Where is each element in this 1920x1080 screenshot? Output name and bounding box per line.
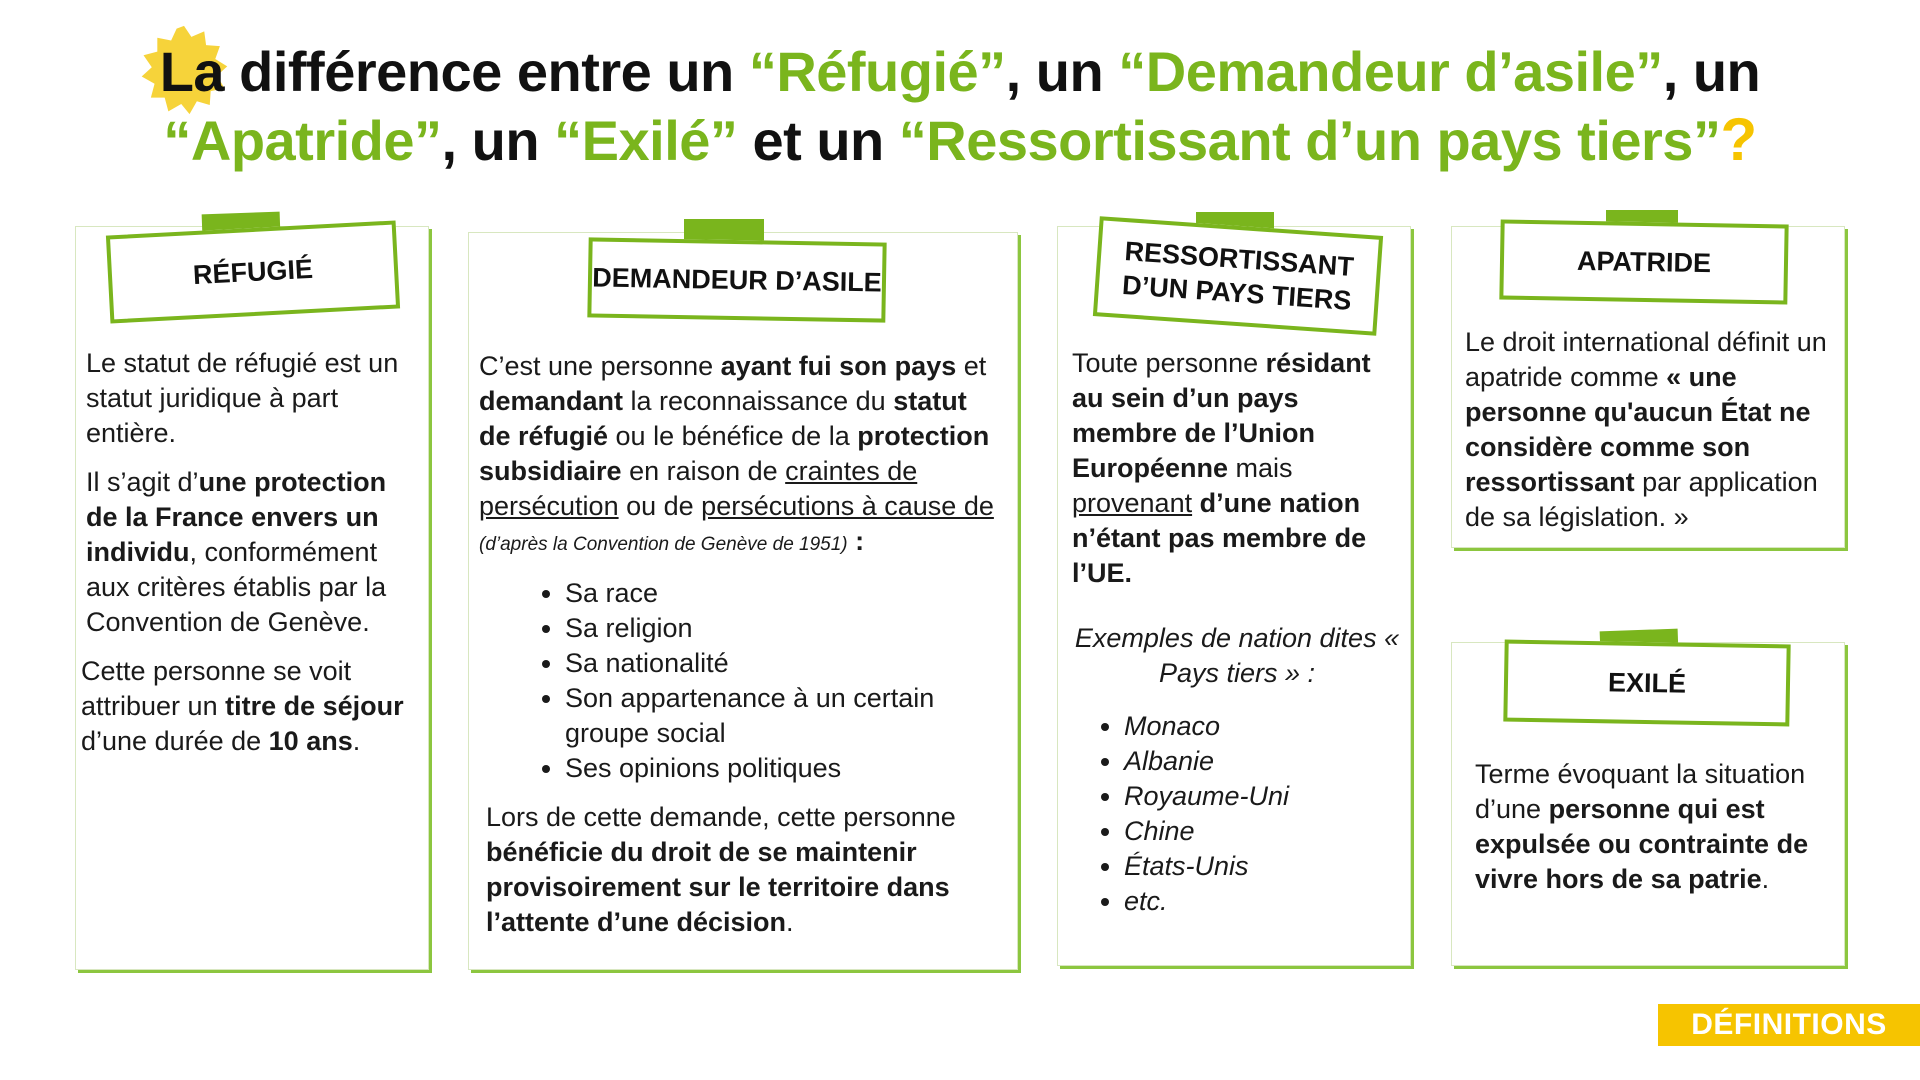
label-ressortissant: RESSORTISSANT D’UN PAYS TIERS bbox=[1093, 216, 1383, 336]
list-item: • Ses opinions politiques bbox=[565, 751, 1003, 786]
list-item: • Monaco bbox=[1124, 709, 1402, 744]
refugie-p3: Cette personne se voit attribuer un titre de séjour d’une durée de 10 ans. bbox=[81, 656, 404, 756]
list-item: • Albanie bbox=[1124, 744, 1402, 779]
demandeur-p1: C’est une personne ayant fui son pays et demandant la reconnaissance du statut de réfugié ou le bénéfice de la protection subsidiaire en raison de craintes de persécution ou de persécutions à cause de (d’après la Convention de Genève de 1951) : bbox=[479, 351, 994, 556]
list-item: • Royaume-Uni bbox=[1124, 779, 1402, 814]
list-item: • Sa religion bbox=[565, 611, 1003, 646]
body-ressortissant bbox=[1072, 346, 1402, 933]
question-mark-icon: ? bbox=[1720, 106, 1757, 173]
exile-p1: Terme évoquant la situation d’une personne qui est expulsée ou contrainte de vivre hors de sa patrie. bbox=[1475, 759, 1809, 894]
list-item: • États-Unis bbox=[1124, 849, 1402, 884]
body-apatride bbox=[1465, 325, 1837, 549]
body-refugie bbox=[81, 346, 416, 773]
definitions-badge: DÉFINITIONS bbox=[1658, 1004, 1920, 1046]
list-item: • Sa nationalité bbox=[565, 646, 1003, 681]
list-item: • Chine bbox=[1124, 814, 1402, 849]
page-title bbox=[0, 38, 1920, 175]
demandeur-bullets bbox=[479, 576, 1003, 786]
title-badge: La bbox=[160, 38, 224, 106]
refugie-p1: Le statut de réfugié est un statut juridique à part entière. bbox=[86, 348, 399, 448]
list-item: • Son appartenance à un certain groupe social bbox=[565, 681, 1003, 751]
ressortissant-p1: Toute personne résidant au sein d’un pays membre de l’Union Européenne mais provenant d’une nation n’étant pas membre de l’UE. bbox=[1072, 348, 1371, 588]
label-demandeur: DEMANDEUR D’ASILE bbox=[587, 237, 886, 322]
title-line-1: La différence entre un “Réfugié”, un “Demandeur d’asile”, un bbox=[0, 38, 1920, 106]
label-apatride: APATRIDE bbox=[1499, 219, 1788, 304]
body-demandeur bbox=[479, 349, 1003, 954]
label-refugie: RÉFUGIÉ bbox=[106, 220, 400, 323]
list-item: • etc. bbox=[1124, 884, 1402, 919]
list-item: • Sa race bbox=[565, 576, 1003, 611]
body-exile bbox=[1475, 757, 1839, 911]
label-exile: EXILÉ bbox=[1503, 640, 1790, 727]
tab-demandeur bbox=[684, 219, 764, 241]
ressortissant-examples-title: Exemples de nation dites « Pays tiers » : bbox=[1074, 623, 1400, 688]
demandeur-p2: Lors de cette demande, cette personne bénéficie du droit de se maintenir provisoirement sur le territoire dans l’attente d’une décision. bbox=[486, 802, 956, 937]
apatride-p1: Le droit international définit un apatride comme « une personne qu'aucun État ne considère comme son ressortissant par application de sa législation. » bbox=[1465, 327, 1827, 532]
refugie-p2: Il s’agit d’une protection de la France envers un individu, conformément aux critères établis par la Convention de Genève. bbox=[86, 467, 387, 637]
title-line-2: “Apatride”, un “Exilé” et un “Ressortissant d’un pays tiers”? bbox=[163, 106, 1757, 173]
ressortissant-examples bbox=[1072, 709, 1402, 919]
